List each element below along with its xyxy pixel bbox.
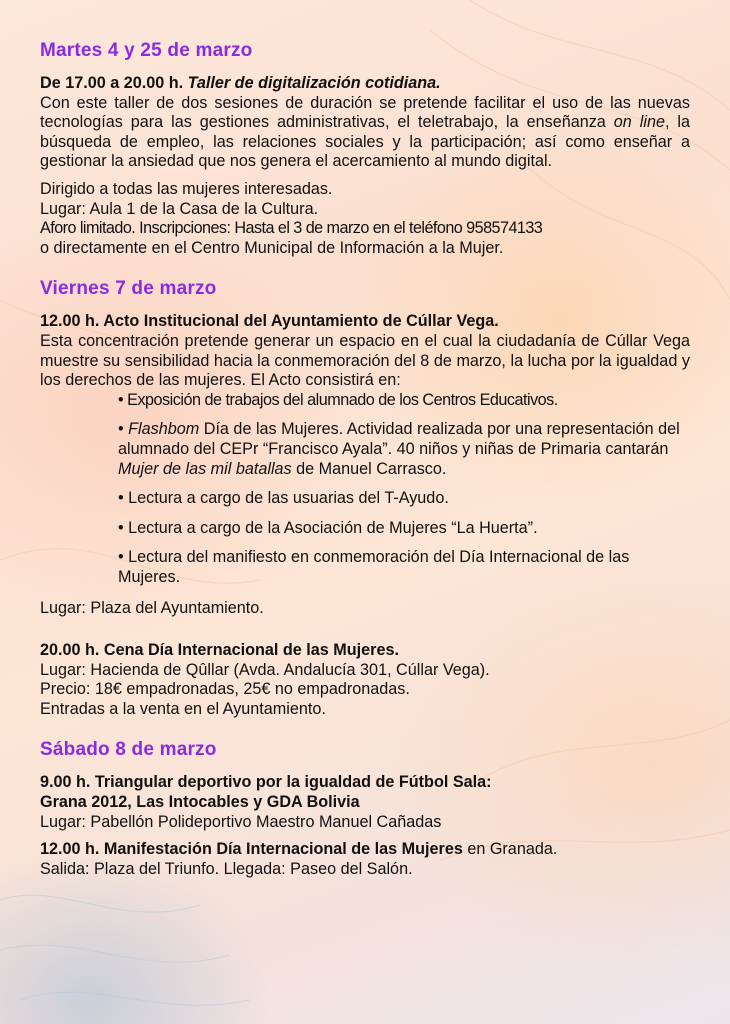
event-place: Lugar: Hacienda de Qûllar (Avda. Andalucía 301, Cúllar Vega). [40, 660, 490, 679]
section-martes [40, 40, 690, 258]
list-item: • Exposición de trabajos del alumnado de los Centros Educativos. [118, 390, 558, 409]
list-item: • Lectura a cargo de la Asociación de Mujeres “La Huerta”. [118, 518, 538, 537]
event-title: Grana 2012, Las Intocables y GDA Bolivia [40, 793, 360, 812]
list-item [118, 420, 690, 479]
event-title: 12.00 h. Acto Institucional del Ayuntamiento de Cúllar Vega. [40, 312, 499, 331]
section-viernes [40, 278, 690, 719]
event-title [40, 74, 690, 94]
event-place: Lugar: Pabellón Polideportivo Maestro Manuel Cañadas [40, 812, 442, 831]
event-audience: Dirigido a todas las mujeres interesadas. [40, 179, 333, 198]
event-registration: Aforo limitado. Inscripciones: Hasta el 3 de marzo en el teléfono 958574133 [40, 219, 543, 238]
event-description: Esta concentración pretende generar un espacio en el cual la ciudadanía de Cúllar Vega muestre su sensibilidad hacia la conmemoración del 8 de marzo, la lucha por la igualdad y los derechos de las mujeres. El Acto consistirá en: [40, 331, 690, 390]
event-name: 12.00 h. Manifestación Día Internacional de las Mujeres [40, 840, 463, 859]
event-place: Lugar: Aula 1 de la Casa de la Cultura. [40, 199, 319, 218]
event-name: Taller de digitalización cotidiana. [187, 74, 441, 92]
section-heading: Viernes 7 de marzo [40, 278, 217, 300]
event-description [40, 94, 690, 172]
description-emphasis: on line [613, 113, 665, 132]
list-item: • Lectura a cargo de las usuarias del T-Ayudo. [118, 489, 449, 508]
section-heading: Martes 4 y 25 de marzo [40, 40, 253, 61]
event-title: 20.00 h. Cena Día Internacional de las Mujeres. [40, 641, 399, 660]
item-emphasis: Flashbom [128, 420, 200, 439]
description-text: Con este taller de dos sesiones de duración se pretende facilitar el uso de las nuevas tecnologías para las gestiones administrativas, el teletrabajo, la enseñanza [40, 93, 690, 132]
item-text: de Manuel Carrasco. [291, 459, 447, 478]
event-route: Salida: Plaza del Triunfo. Llegada: Paseo del Salón. [40, 859, 413, 878]
description-text: , la búsqueda de empleo, las relaciones sociales y la participación; así como enseñar a gestionar la ansiedad que nos genera el acercamiento al mundo digital. [40, 113, 691, 171]
section-sabado [40, 739, 690, 879]
page-content [40, 40, 690, 879]
event-title: 9.00 h. Triangular deportivo por la igualdad de Fútbol Sala: [40, 773, 492, 792]
item-text: Día de las Mujeres. Actividad realizada por una representación del alumnado del CEPr “Francisco Ayala”. 40 niños y niñas de Primaria cantarán [118, 420, 680, 458]
bullet-mark: • [118, 420, 129, 439]
event-place: Lugar: Plaza del Ayuntamiento. [40, 599, 264, 618]
event-location: en Granada. [462, 840, 558, 859]
section-heading: Sábado 8 de marzo [40, 739, 217, 761]
list-item: • Lectura del manifiesto en conmemoración del Día Internacional de las Mujeres. [118, 548, 630, 586]
event-tickets: Entradas a la venta en el Ayuntamiento. [40, 699, 326, 718]
event-registration: o directamente en el Centro Municipal de Información a la Mujer. [40, 238, 504, 257]
item-emphasis: Mujer de las mil batallas [118, 459, 292, 478]
event-price: Precio: 18€ empadronadas, 25€ no empadronadas. [40, 680, 410, 699]
event-time: De 17.00 a 20.00 h. [40, 74, 184, 92]
event-title [40, 840, 690, 860]
